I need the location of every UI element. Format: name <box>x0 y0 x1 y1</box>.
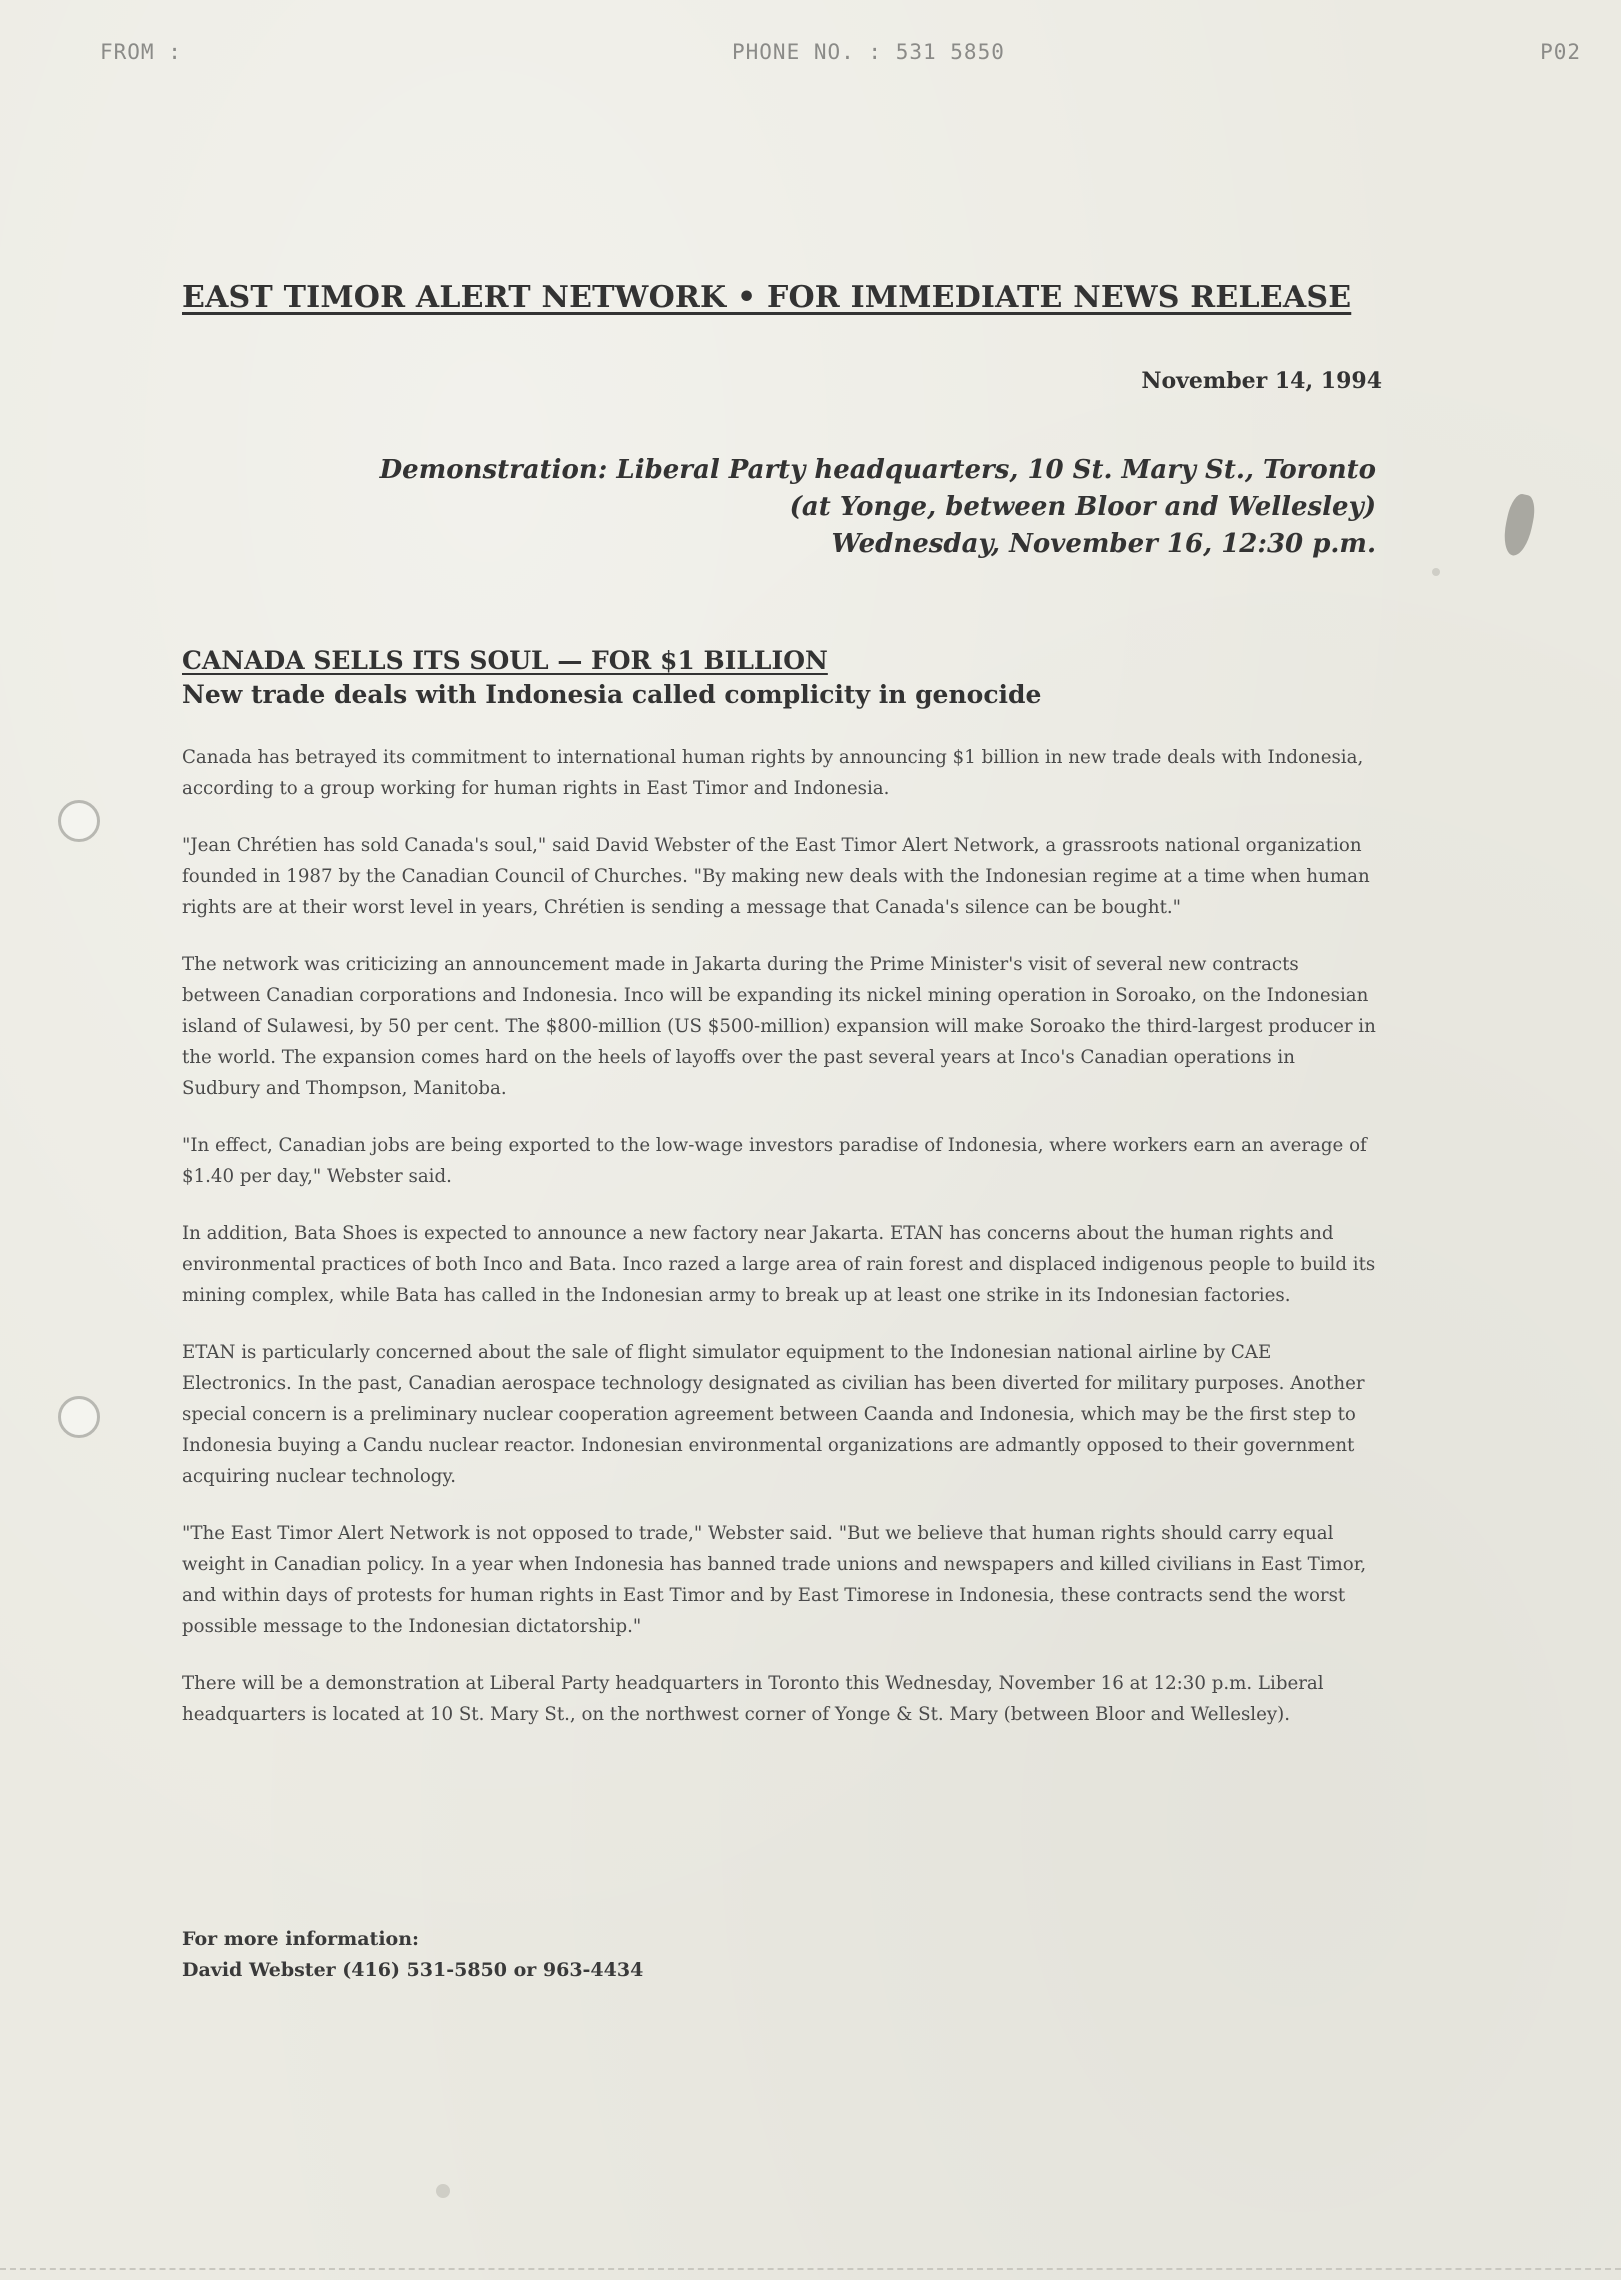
paragraph-5: In addition, Bata Shoes is expected to announce a new factory near Jakarta. ETAN has concerns about the human rights and environmental practices of both Inco and Bata. Inco razed a large area of rain forest and displaced indigenous people to build its mining complex, while Bata has called in the Indonesian army to break up at least one strike in its Indonesian factories. <box>182 1223 1376 1306</box>
punch-hole-bottom <box>58 1396 100 1438</box>
more-info-block <box>182 1924 643 1986</box>
paragraph-2: "Jean Chrétien has sold Canada's soul," said David Webster of the East Timor Alert Network, a grassroots national organization founded in 1987 by the Canadian Council of Churches. "By making new deals with the Indonesian regime at a time when human rights are at their worst level in years, Chrétien is sending a message that Canada's silence can be bought." <box>182 835 1370 918</box>
demonstration-line-location: Demonstration: Liberal Party headquarters, 10 St. Mary St., Toronto <box>379 455 1376 485</box>
paragraph-8: There will be a demonstration at Liberal Party headquarters in Toronto this Wednesday, November 16 at 12:30 p.m. Liberal headquarters is located at 10 St. Mary St., on the northwest corner of Yonge & St. Mary (between Bloor and Wellesley). <box>182 1673 1324 1725</box>
fax-from: FROM : <box>100 40 182 64</box>
demonstration-block <box>380 452 1376 563</box>
paragraph-1: Canada has betrayed its commitment to international human rights by announcing $1 billion in new trade deals with Indonesia, according to a group working for human rights in East Timor and Indonesia. <box>182 747 1364 799</box>
release-header: EAST TIMOR ALERT NETWORK • FOR IMMEDIATE NEWS RELEASE <box>182 280 1352 315</box>
fax-header <box>100 40 1581 70</box>
more-info-contact: David Webster (416) 531-5850 or 963-4434 <box>182 1959 644 1981</box>
headline-block <box>182 644 1041 712</box>
fax-page-number: P02 <box>1540 40 1581 64</box>
paragraph-6: ETAN is particularly concerned about the sale of flight simulator equipment to the Indonesian national airline by CAE Electronics. In the past, Canadian aerospace technology designated as civilian has been diverted for military purposes. Another special concern is a preliminary nuclear cooperation agreement between Caanda and Indonesia, which may be the first step to Indonesia buying a Candu nuclear reactor. Indonesian environmental organizations are admantly opposed to their government acquiring nuclear technology. <box>182 1342 1365 1487</box>
article-body <box>182 742 1377 1756</box>
punch-hole-top <box>58 800 100 842</box>
paragraph-4: "In effect, Canadian jobs are being exported to the low-wage investors paradise of Indonesia, where workers earn an average of $1.40 per day," Webster said. <box>182 1135 1367 1187</box>
demonstration-line-directions: (at Yonge, between Bloor and Wellesley) <box>789 492 1376 522</box>
headline-subtitle: New trade deals with Indonesia called complicity in genocide <box>182 680 1042 709</box>
fax-phone-number: PHONE NO. : 531 5850 <box>732 40 1005 64</box>
bottom-edge-line <box>0 2268 1621 2270</box>
paper-spot <box>1432 568 1440 576</box>
more-info-label: For more information: <box>182 1928 420 1950</box>
demonstration-line-time: Wednesday, November 16, 12:30 p.m. <box>831 529 1376 559</box>
paragraph-3: The network was criticizing an announcement made in Jakarta during the Prime Minister's visit of several new contracts between Canadian corporations and Indonesia. Inco will be expanding its nickel mining operation in Soroako, on the Indonesian island of Sulawesi, by 50 per cent. The $800-million (US $500-million) expansion will make Soroako the third-largest producer in the world. The expansion comes hard on the heels of layoffs over the past several years at Inco's Canadian operations in Sudbury and Thompson, Manitoba. <box>182 954 1376 1099</box>
ink-smudge <box>1500 492 1538 558</box>
headline-main: CANADA SELLS ITS SOUL — FOR $1 BILLION <box>182 646 828 675</box>
release-date: November 14, 1994 <box>1141 368 1382 394</box>
paragraph-7: "The East Timor Alert Network is not opposed to trade," Webster said. "But we believe that human rights should carry equal weight in Canadian policy. In a year when Indonesia has banned trade unions and newspapers and killed civilians in East Timor, and within days of protests for human rights in East Timor and by East Timorese in Indonesia, these contracts send the worst possible message to the Indonesian dictatorship." <box>182 1523 1367 1637</box>
paper-spot <box>436 2184 450 2198</box>
